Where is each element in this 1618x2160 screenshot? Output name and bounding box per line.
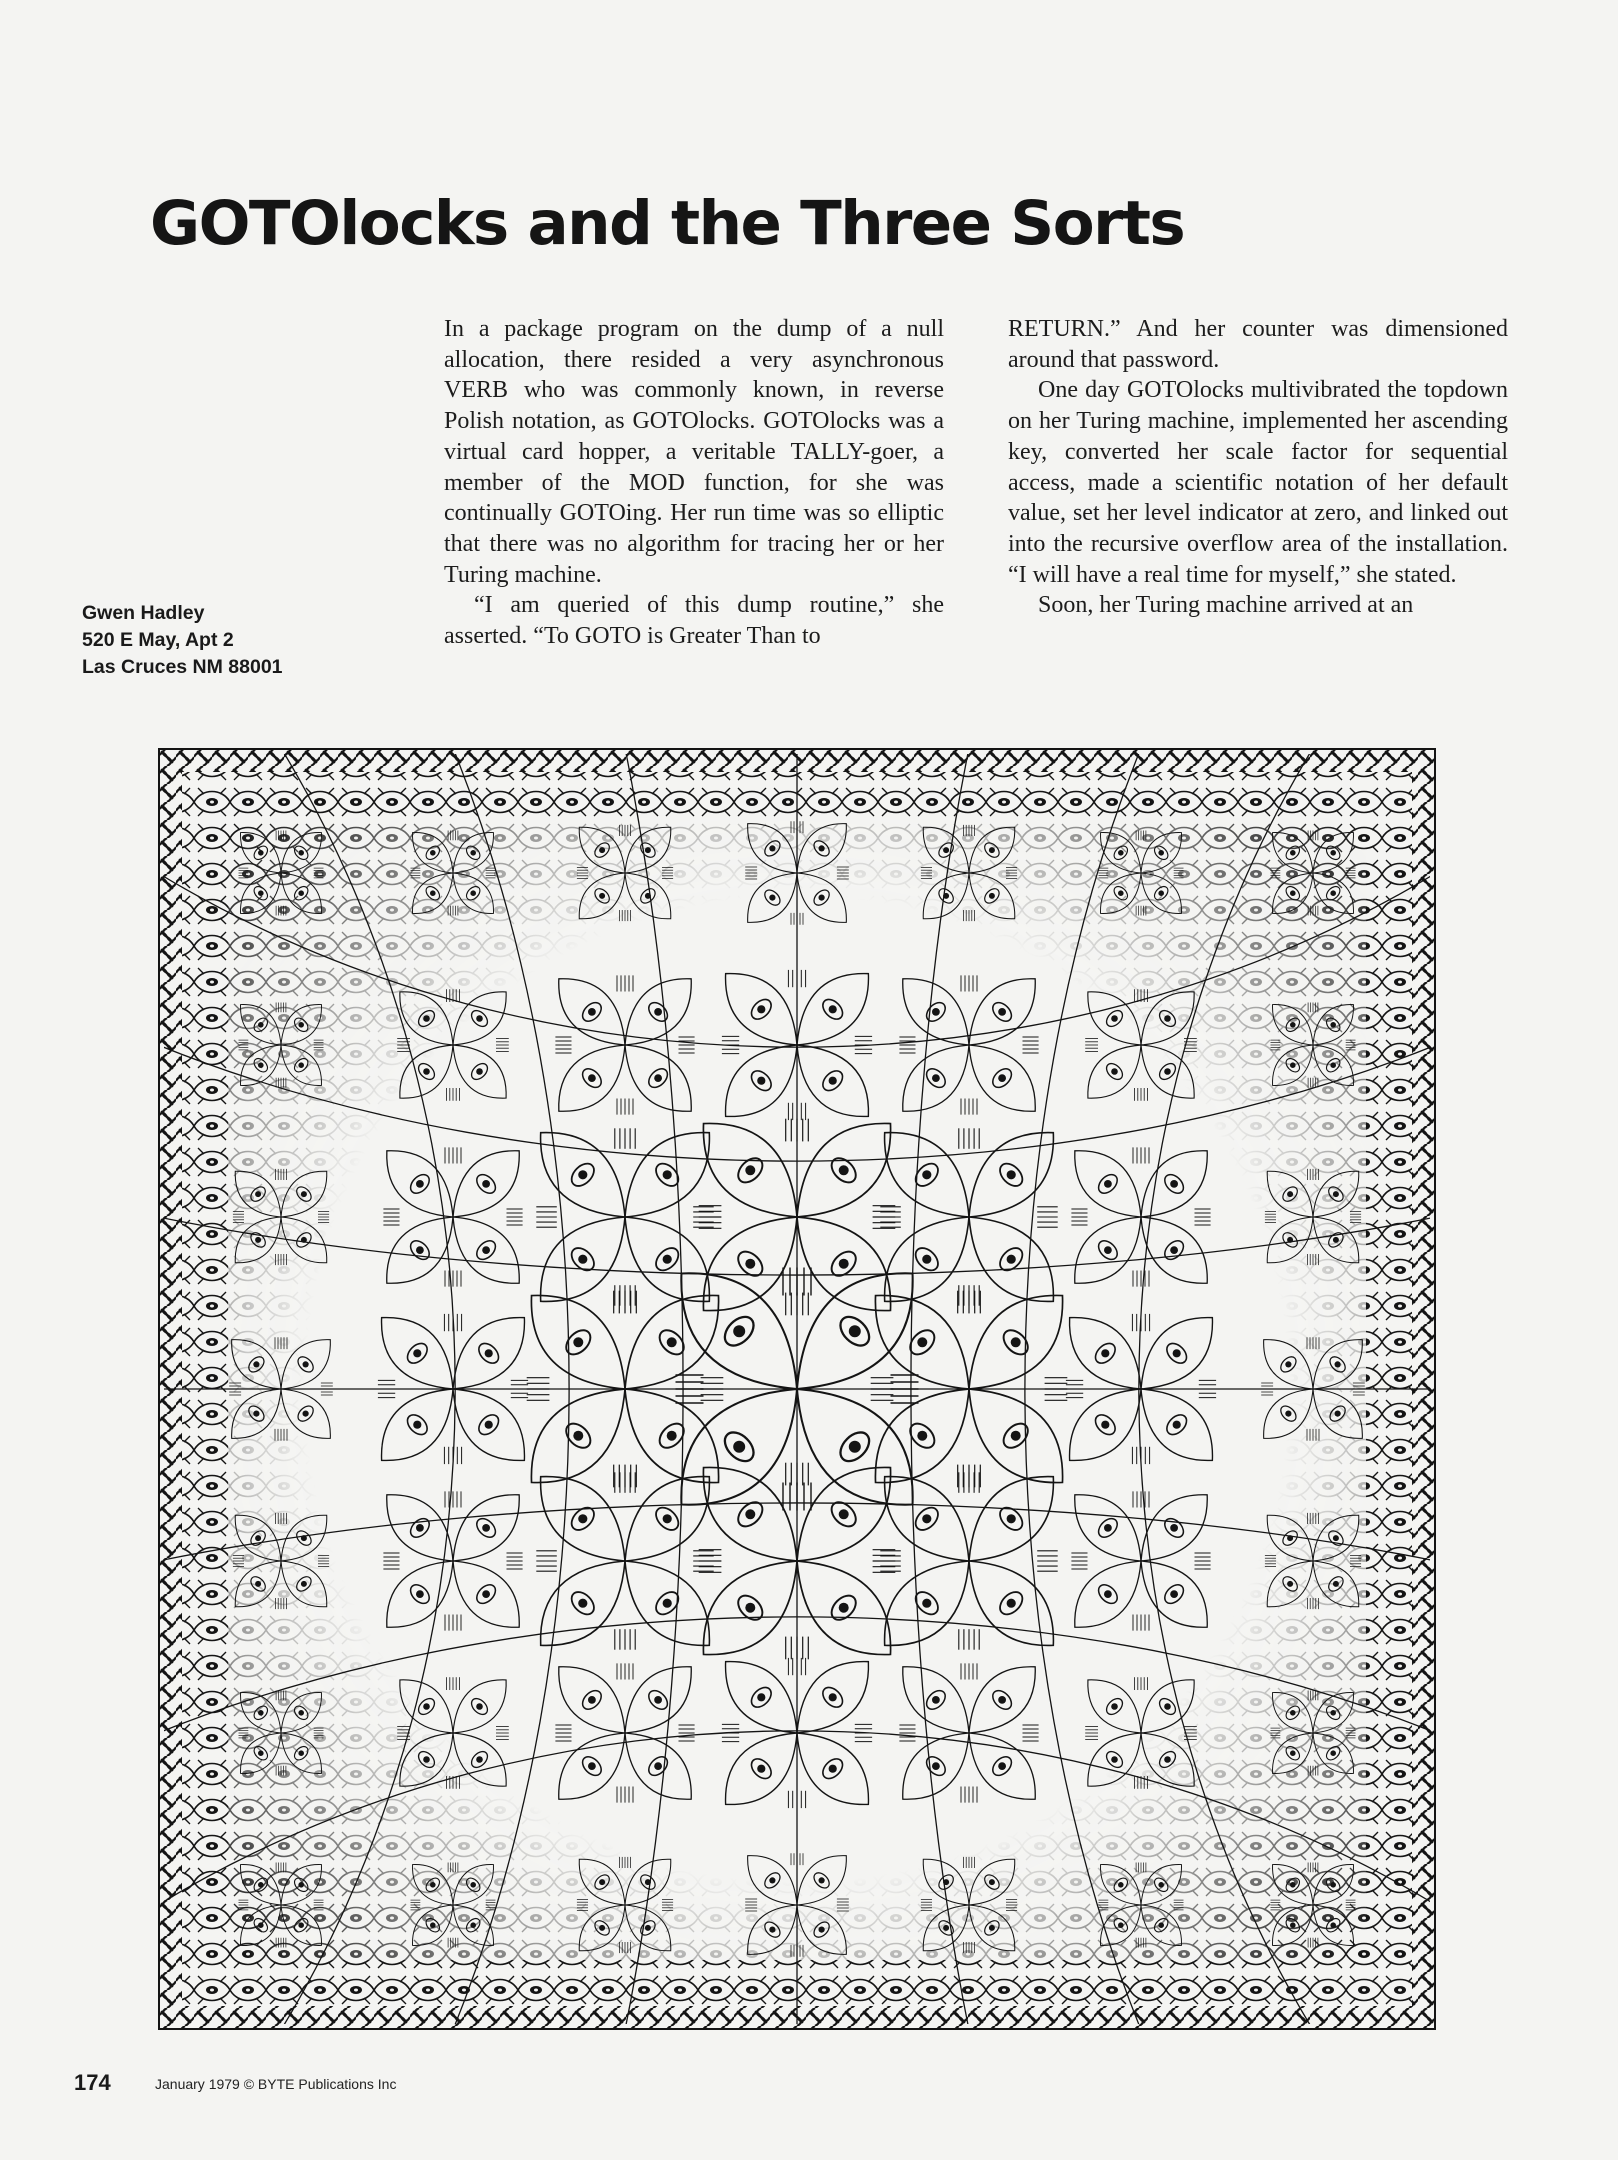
motif-pupil (922, 1170, 931, 1179)
paragraph: RETURN.” And her counter was dimensioned around that password. (1008, 316, 1508, 373)
motif-pupil (416, 1590, 424, 1598)
motif-pupil (599, 1879, 605, 1885)
motif-pupil (1285, 1361, 1291, 1367)
motif-pupil (430, 1882, 436, 1888)
motif-pupil (482, 1524, 490, 1532)
motif-pupil (413, 1421, 421, 1429)
motif-pupil (1330, 1062, 1336, 1068)
motif-pupil (303, 1361, 309, 1367)
article-title: GOTOlocks and the Three Sorts (150, 188, 1185, 259)
motif-pupil (1164, 1015, 1171, 1022)
page-number: 174 (74, 2070, 111, 2095)
motif-pupil (839, 1165, 849, 1175)
motif-pupil (258, 1710, 264, 1716)
motif-pupil (667, 1431, 677, 1441)
motif-pupil (1164, 1068, 1171, 1075)
motif-pupil (476, 1703, 483, 1710)
motif-pupil (470, 890, 476, 896)
motif-pupil (733, 1325, 745, 1337)
motif-pupil (1111, 1068, 1118, 1075)
motif-pupil (757, 1077, 765, 1085)
motif-pupil (298, 1882, 304, 1888)
motif-pupil (482, 1590, 490, 1598)
motif-pupil (1330, 1922, 1336, 1928)
motif-pupil (416, 1180, 424, 1188)
motif-pupil (769, 845, 775, 851)
motif-pupil (258, 1062, 264, 1068)
motif-pupil (1333, 1237, 1339, 1243)
motif-pupil (1164, 1756, 1171, 1763)
motif-pupil (1170, 1590, 1178, 1598)
motif-pupil (839, 1603, 849, 1613)
motif-pupil (849, 1325, 861, 1337)
motif-pupil (943, 847, 949, 853)
motif-pupil (423, 1068, 430, 1075)
motif-pupil (578, 1599, 587, 1608)
motif-pupil (253, 1361, 259, 1367)
motif-pupil (599, 1925, 605, 1931)
motif-pupil (255, 1191, 261, 1197)
paragraph: In a package program on the dump of a null allocation, there resided a very asynchronous VERB who was commonly known, in reverse Polish notation, as GOTOlocks. GOTOlocks was a virtual card hopper, a veritable TALLY-goer, a member of the MOD function, for she was continually GOTOing. Her run time was so elliptic that there was no algorithm for tracing her or her Turing machine. (444, 316, 944, 588)
motif-pupil (998, 1696, 1006, 1704)
motif-pupil (745, 1509, 755, 1519)
motif-pupil (578, 1170, 587, 1179)
motif-pupil (476, 1015, 483, 1022)
motif-pupil (819, 845, 825, 851)
motif-pupil (1104, 1246, 1112, 1254)
motif-pupil (932, 1008, 940, 1016)
motif-pupil (1330, 890, 1336, 896)
motif-pupil (1007, 1255, 1016, 1264)
tessellation-illustration (158, 748, 1436, 2030)
motif-pupil (1118, 1882, 1124, 1888)
motif-pupil (303, 1411, 309, 1417)
motif-pupil (1290, 1022, 1296, 1028)
motif-pupil (667, 1337, 677, 1347)
motif-pupil (1101, 1421, 1109, 1429)
body-column-1 (444, 314, 944, 652)
motif-pupil (1007, 1514, 1016, 1523)
motif-pupil (819, 895, 825, 901)
motif-pupil (578, 1255, 587, 1264)
paragraph: “I am queried of this dump routine,” she asserted. “To GOTO is Greater Than to (444, 592, 944, 650)
motif-pupil (258, 1022, 264, 1028)
motif-pupil (1290, 1750, 1296, 1756)
motif-pupil (769, 1877, 775, 1883)
motif-pupil (1170, 1180, 1178, 1188)
motif-pupil (255, 1237, 261, 1243)
motif-pupil (1330, 1710, 1336, 1716)
motif-pupil (470, 850, 476, 856)
motif-pupil (258, 850, 264, 856)
motif-pupil (1287, 1581, 1293, 1587)
author-name: Gwen Hadley (82, 602, 205, 624)
motif-pupil (1290, 850, 1296, 856)
motif-pupil (588, 1762, 596, 1770)
motif-pupil (423, 1756, 430, 1763)
motif-pupil (819, 1877, 825, 1883)
motif-pupil (599, 893, 605, 899)
motif-pupil (998, 1008, 1006, 1016)
motif-pupil (745, 1165, 755, 1175)
motif-pupil (1164, 1703, 1171, 1710)
motif-pupil (253, 1411, 259, 1417)
motif-pupil (255, 1535, 261, 1541)
motif-pupil (1333, 1581, 1339, 1587)
motif-pupil (1101, 1349, 1109, 1357)
motif-pupil (298, 850, 304, 856)
motif-pupil (1330, 850, 1336, 856)
motif-pupil (1007, 1170, 1016, 1179)
motif-pupil (757, 1005, 765, 1013)
motif-pupil (1158, 890, 1164, 896)
motif-pupil (599, 847, 605, 853)
motif-pupil (1158, 1922, 1164, 1928)
motif-pupil (1118, 890, 1124, 896)
motif-pupil (1333, 1191, 1339, 1197)
motif-pupil (1330, 1882, 1336, 1888)
motif-pupil (917, 1431, 927, 1441)
motif-pupil (423, 1015, 430, 1022)
motif-pupil (663, 1599, 672, 1608)
motif-pupil (588, 1008, 596, 1016)
motif-pupil (1335, 1411, 1341, 1417)
motif-pupil (989, 1879, 995, 1885)
motif-pupil (430, 1922, 436, 1928)
motif-pupil (1290, 1710, 1296, 1716)
footer-credit: January 1979 © BYTE Publications Inc (155, 2076, 397, 2092)
motif-pupil (645, 1925, 651, 1931)
motif-pupil (1330, 1750, 1336, 1756)
motif-pupil (998, 1074, 1006, 1082)
motif-pupil (849, 1441, 861, 1453)
body-column-2 (1008, 314, 1508, 621)
motif-pupil (654, 1074, 662, 1082)
motif-pupil (745, 1603, 755, 1613)
motif-pupil (573, 1431, 583, 1441)
motif-pupil (298, 1922, 304, 1928)
motif-pupil (298, 1750, 304, 1756)
motif-pupil (470, 1922, 476, 1928)
motif-pupil (1104, 1590, 1112, 1598)
motif-pupil (1111, 1015, 1118, 1022)
motif-pupil (578, 1514, 587, 1523)
motif-pupil (258, 1922, 264, 1928)
motif-pupil (1011, 1337, 1021, 1347)
motif-pupil (301, 1191, 307, 1197)
motif-pupil (413, 1349, 421, 1357)
motif-pupil (1118, 1922, 1124, 1928)
motif-pupil (917, 1337, 927, 1347)
motif-pupil (298, 1062, 304, 1068)
motif-pupil (301, 1581, 307, 1587)
motif-pupil (839, 1509, 849, 1519)
motif-pupil (298, 1710, 304, 1716)
motif-pupil (943, 1925, 949, 1931)
motif-pupil (1290, 1062, 1296, 1068)
motif-pupil (769, 895, 775, 901)
motif-pupil (989, 893, 995, 899)
motif-pupil (482, 1180, 490, 1188)
motif-pupil (769, 1927, 775, 1933)
motif-pupil (1104, 1180, 1112, 1188)
motif-pupil (482, 1246, 490, 1254)
motif-pupil (1285, 1411, 1291, 1417)
motif-pupil (1170, 1524, 1178, 1532)
paragraph: One day GOTOlocks multivibrated the topdown on her Turing machine, implemented her ascending key, converted her scale factor for sequential access, made a scientific notation of her default value, set her level indicator at zero, and linked out into the recursive overflow area of the installation. “I will have a real time for myself,” she stated. (1008, 377, 1508, 588)
motif-pupil (829, 1693, 837, 1701)
motif-pupil (430, 850, 436, 856)
motif-pupil (1158, 850, 1164, 856)
motif-pupil (922, 1255, 931, 1264)
motif-pupil (476, 1756, 483, 1763)
motif-pupil (485, 1421, 493, 1429)
motif-pupil (932, 1762, 940, 1770)
motif-pupil (757, 1693, 765, 1701)
motif-pupil (1335, 1361, 1341, 1367)
motif-pupil (1170, 1246, 1178, 1254)
motif-pupil (645, 847, 651, 853)
motif-pupil (932, 1074, 940, 1082)
motif-pupil (258, 890, 264, 896)
motif-pupil (654, 1696, 662, 1704)
motif-pupil (663, 1170, 672, 1179)
motif-pupil (839, 1259, 849, 1269)
motif-pupil (416, 1246, 424, 1254)
motif-pupil (745, 1259, 755, 1269)
motif-pupil (423, 1703, 430, 1710)
motif-pupil (829, 1005, 837, 1013)
motif-pupil (1158, 1882, 1164, 1888)
motif-pupil (663, 1514, 672, 1523)
motif-pupil (1007, 1599, 1016, 1608)
motif-pupil (573, 1337, 583, 1347)
motif-pupil (819, 1927, 825, 1933)
motif-pupil (470, 1882, 476, 1888)
motif-pupil (654, 1762, 662, 1770)
motif-pupil (430, 890, 436, 896)
motif-pupil (663, 1255, 672, 1264)
motif-pupil (829, 1077, 837, 1085)
motif-pupil (922, 1599, 931, 1608)
motif-pupil (1111, 1756, 1118, 1763)
motif-pupil (485, 1349, 493, 1357)
motif-pupil (416, 1524, 424, 1532)
motif-pupil (998, 1762, 1006, 1770)
motif-pupil (298, 890, 304, 896)
motif-pupil (588, 1696, 596, 1704)
motif-pupil (1011, 1431, 1021, 1441)
motif-pupil (1111, 1703, 1118, 1710)
motif-pupil (588, 1074, 596, 1082)
motif-pupil (1173, 1349, 1181, 1357)
motif-pupil (255, 1581, 261, 1587)
motif-pupil (733, 1441, 745, 1453)
motif-pupil (258, 1750, 264, 1756)
motif-pupil (1118, 850, 1124, 856)
motif-pupil (1104, 1524, 1112, 1532)
motif-pupil (932, 1696, 940, 1704)
motif-pupil (989, 847, 995, 853)
motif-pupil (757, 1765, 765, 1773)
motif-pupil (1330, 1022, 1336, 1028)
motif-pupil (258, 1882, 264, 1888)
motif-pupil (829, 1765, 837, 1773)
motif-pupil (654, 1008, 662, 1016)
author-byline (82, 600, 283, 681)
author-address-line-1: 520 E May, Apt 2 (82, 629, 234, 651)
author-address-line-2: Las Cruces NM 88001 (82, 656, 283, 678)
motif-pupil (1290, 1882, 1296, 1888)
motif-pupil (989, 1925, 995, 1931)
motif-pupil (298, 1022, 304, 1028)
motif-pupil (1173, 1421, 1181, 1429)
motif-pupil (1287, 1191, 1293, 1197)
motif-pupil (922, 1514, 931, 1523)
motif-pupil (476, 1068, 483, 1075)
motif-pupil (1290, 1922, 1296, 1928)
paragraph: Soon, her Turing machine arrived at an (1038, 592, 1414, 619)
motif-pupil (1333, 1535, 1339, 1541)
motif-pupil (1290, 890, 1296, 896)
